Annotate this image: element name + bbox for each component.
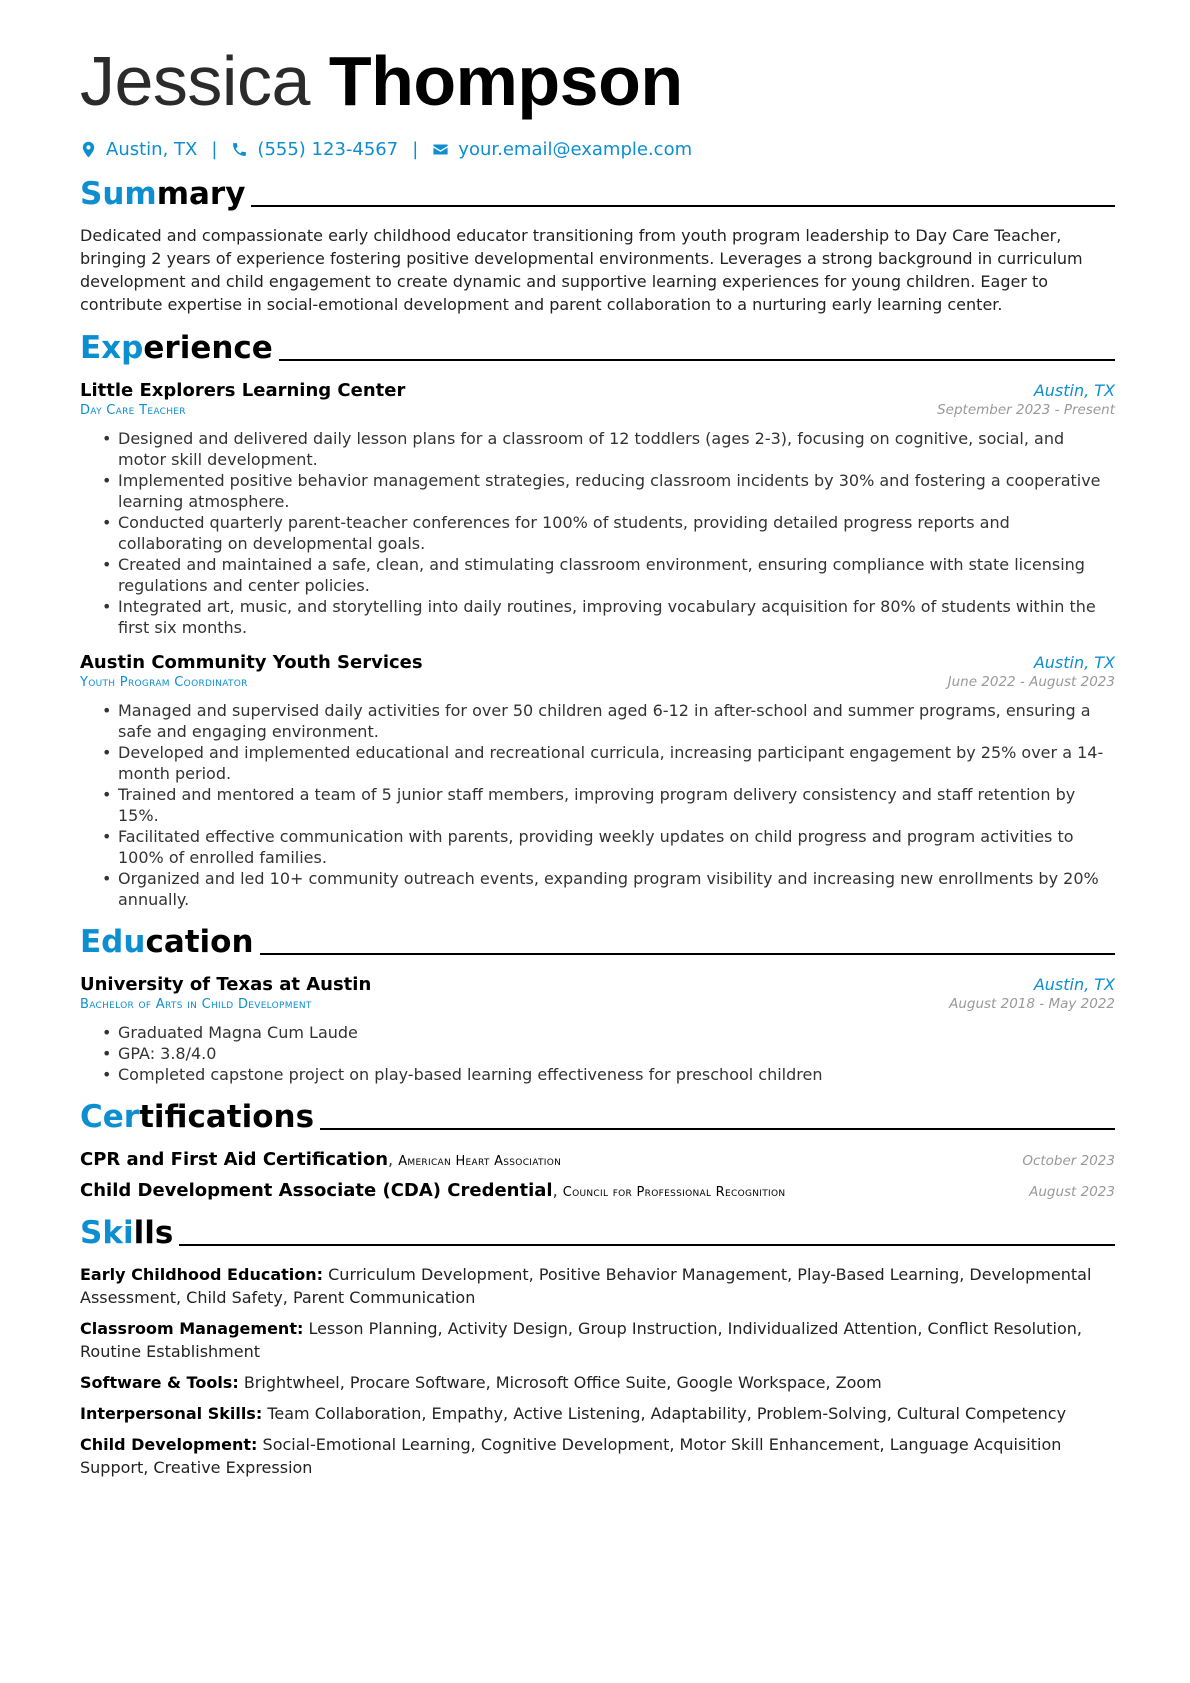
first-name: Jessica	[80, 42, 310, 120]
candidate-name	[80, 40, 1115, 122]
phone-text: (555) 123-4567	[257, 138, 399, 160]
email-item[interactable]	[432, 139, 692, 160]
skill-label: Child Development:	[80, 1435, 258, 1454]
bullet-item: • Conducted quarterly parent-teacher conferences for 100% of students, providing detailed progress reports and collaborating on developmental goals.	[118, 512, 1115, 554]
certification-name: CPR and First Aid Certification	[80, 1149, 389, 1170]
skill-label: Early Childhood Education:	[80, 1265, 324, 1284]
entry-dates: August 2018 - May 2022	[949, 996, 1115, 1012]
certification-issuer: American Heart Association	[398, 1154, 562, 1169]
summary-text: Dedicated and compassionate early childhood educator transitioning from youth program leadership to Day Care Teacher, bringing 2 years of experience fostering positive developmental environments. Leverages a strong background in curriculum development and child engagement to create dynamic and supportive learning experiences for young children. Eager to contribute expertise in social-emotional development and parent collaboration to a nurturing early learning center.	[80, 226, 1083, 314]
contact-separator: |	[412, 138, 419, 160]
school-name: University of Texas at Austin	[80, 974, 372, 995]
skill-label: Classroom Management:	[80, 1319, 304, 1338]
location-text: Austin, TX	[106, 138, 198, 160]
certification-date: October 2023	[1022, 1153, 1115, 1169]
title-accent: Edu	[80, 924, 146, 960]
entry-dates: September 2023 - Present	[937, 402, 1115, 418]
section-title	[80, 176, 245, 212]
skill-item	[80, 1317, 1115, 1363]
certifications-list	[80, 1149, 1115, 1201]
bullet-item: • GPA: 3.8/4.0	[118, 1043, 1115, 1064]
section-title	[80, 1215, 173, 1251]
skill-label: Interpersonal Skills:	[80, 1404, 263, 1423]
section-rule	[320, 1128, 1115, 1130]
bullet-item: • Trained and mentored a team of 5 junior staff members, improving program delivery consistency and staff retention by 15%.	[118, 784, 1115, 826]
organization-name: Austin Community Youth Services	[80, 652, 423, 673]
bullet-item: • Facilitated effective communication with parents, providing weekly updates on child progress and program activities to 100% of enrolled families.	[118, 826, 1115, 868]
bullet-list	[80, 428, 1115, 638]
title-accent: Ski	[80, 1215, 134, 1251]
certification-issuer: Council for Professional Recognition	[562, 1185, 786, 1200]
job-role: Day Care Teacher	[80, 403, 186, 418]
entry-location: Austin, TX	[1033, 381, 1115, 400]
title-rest: cation	[145, 924, 254, 960]
title-accent: Sum	[80, 176, 157, 212]
contact-separator: |	[211, 138, 218, 160]
entry-location: Austin, TX	[1033, 975, 1115, 994]
bullet-item: • Organized and led 10+ community outreach events, expanding program visibility and increasing new enrollments by 20% annually.	[118, 868, 1115, 910]
experience-entry	[80, 380, 1115, 638]
last-name: Thompson	[328, 42, 683, 120]
title-rest: mary	[156, 176, 246, 212]
bullet-item: • Designed and delivered daily lesson plans for a classroom of 12 toddlers (ages 2-3), focusing on cognitive, social, and motor skill development.	[118, 428, 1115, 470]
skill-values: Social-Emotional Learning, Cognitive Development, Motor Skill Enhancement, Language Acquisition Support, Creative Expression	[80, 1435, 1062, 1477]
contact-line	[80, 136, 1115, 162]
entry-location: Austin, TX	[1033, 653, 1115, 672]
skill-item	[80, 1371, 1115, 1394]
education-entry	[80, 974, 1115, 1085]
job-role: Youth Program Coordinator	[80, 675, 248, 690]
bullet-list	[80, 1022, 1115, 1085]
skill-item	[80, 1433, 1115, 1479]
section-rule	[260, 953, 1115, 955]
section-title	[80, 1099, 314, 1135]
bullet-item: • Completed capstone project on play-based learning effectiveness for preschool children	[118, 1064, 1115, 1085]
phone-icon	[231, 141, 248, 158]
certification-item: Child Development Associate (CDA) Credential, Council for Professional Recognition August 2023	[80, 1180, 1115, 1201]
section-title	[80, 924, 254, 960]
skills-list	[80, 1263, 1115, 1479]
section-rule	[179, 1244, 1115, 1246]
skill-item	[80, 1402, 1115, 1425]
summary-heading	[80, 176, 1115, 212]
email-link[interactable]: your.email@example.com	[458, 138, 693, 160]
bullet-list	[80, 700, 1115, 910]
entry-dates: June 2022 - August 2023	[947, 674, 1115, 690]
title-rest: lls	[133, 1215, 174, 1251]
skill-label: Software & Tools:	[80, 1373, 239, 1392]
section-title	[80, 330, 273, 366]
envelope-icon	[432, 141, 449, 158]
skill-values: Lesson Planning, Activity Design, Group Instruction, Individualized Attention, Conflict Resolution, Routine Establishment	[80, 1319, 1082, 1361]
certifications-heading	[80, 1099, 1115, 1135]
experience-heading	[80, 330, 1115, 366]
phone-item[interactable]	[231, 139, 398, 160]
organization-name: Little Explorers Learning Center	[80, 380, 406, 401]
map-pin-icon	[80, 141, 97, 158]
skill-values: Team Collaboration, Empathy, Active Listening, Adaptability, Problem-Solving, Cultural Competency	[267, 1404, 1067, 1423]
skill-item	[80, 1263, 1115, 1309]
title-rest: erience	[143, 330, 273, 366]
bullet-item: • Graduated Magna Cum Laude	[118, 1022, 1115, 1043]
bullet-item: • Developed and implemented educational and recreational curricula, increasing participant engagement by 25% over a 14-month period.	[118, 742, 1115, 784]
certification-date: August 2023	[1029, 1184, 1115, 1200]
skill-values: Brightwheel, Procare Software, Microsoft Office Suite, Google Workspace, Zoom	[243, 1373, 882, 1392]
section-rule	[279, 359, 1115, 361]
section-rule	[251, 205, 1115, 207]
bullet-item: • Managed and supervised daily activities for over 50 children aged 6-12 in after-school and summer programs, ensuring a safe and engaging environment.	[118, 700, 1115, 742]
title-accent: Cer	[80, 1099, 140, 1135]
bullet-item: • Implemented positive behavior management strategies, reducing classroom incidents by 30% and fostering a cooperative learning atmosphere.	[118, 470, 1115, 512]
education-heading	[80, 924, 1115, 960]
location-item	[80, 139, 197, 160]
certification-name: Child Development Associate (CDA) Credential	[80, 1180, 553, 1201]
degree: Bachelor of Arts in Child Development	[80, 997, 312, 1012]
skills-heading	[80, 1215, 1115, 1251]
experience-entry	[80, 652, 1115, 910]
title-accent: Exp	[80, 330, 144, 366]
certification-item: CPR and First Aid Certification, American Heart Association October 2023	[80, 1149, 1115, 1170]
title-rest: tifications	[139, 1099, 315, 1135]
bullet-item: • Created and maintained a safe, clean, and stimulating classroom environment, ensuring compliance with state licensing regulations and center policies.	[118, 554, 1115, 596]
bullet-item: • Integrated art, music, and storytelling into daily routines, improving vocabulary acquisition for 80% of students within the first six months.	[118, 596, 1115, 638]
skill-values: Curriculum Development, Positive Behavior Management, Play-Based Learning, Developmental Assessment, Child Safety, Parent Communication	[80, 1265, 1092, 1307]
